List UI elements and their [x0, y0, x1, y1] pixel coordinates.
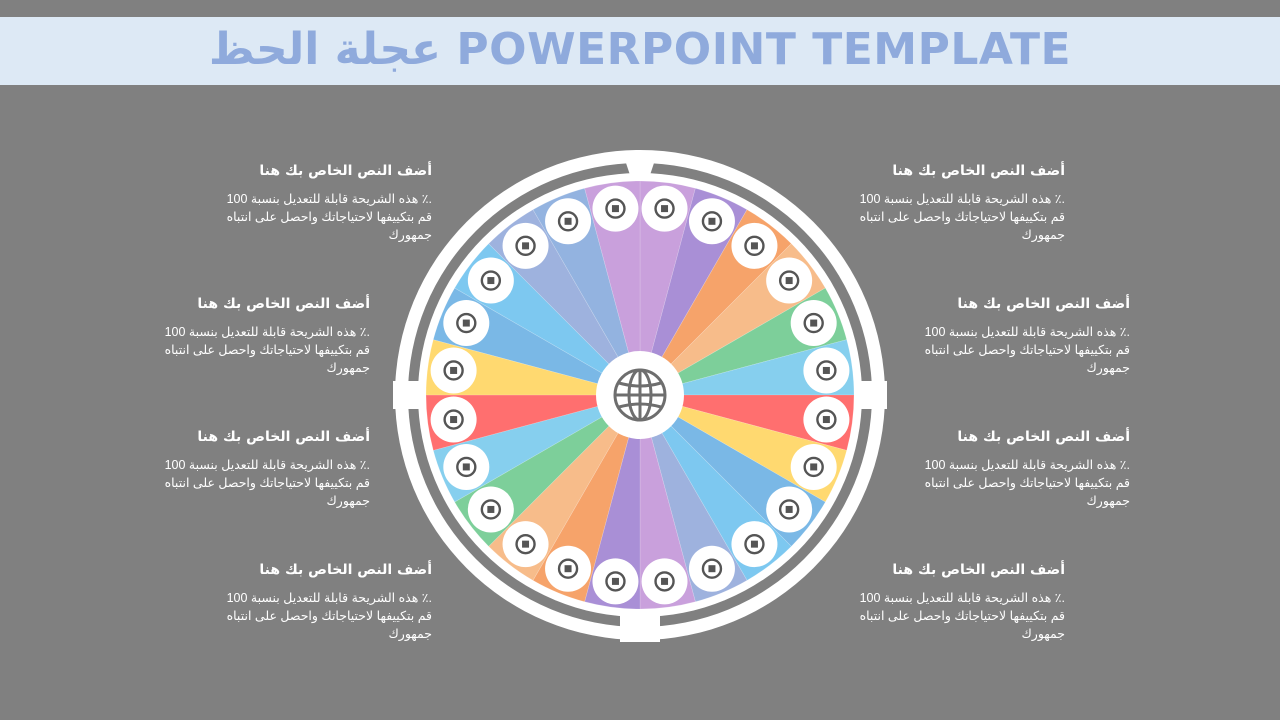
text-block-body: هذه الشريحة قابلة للتعديل بنسبة 100 ٪. قم بتكييفها لاحتياجاتك واحصل على انتباه جمهورك	[924, 458, 1130, 508]
hand-growth-icon	[731, 223, 777, 269]
text-block-heading: أضف النص الخاص بك هنا	[957, 296, 1130, 312]
ring-tab-right	[859, 381, 887, 409]
video-camera-icon	[689, 198, 735, 244]
printer-icon	[431, 347, 477, 393]
dollar-circle-icon	[766, 486, 812, 532]
ring-tab-bottom	[620, 614, 660, 642]
text-block-left-2	[155, 295, 370, 377]
text-block-body: هذه الشريحة قابلة للتعديل بنسبة 100 ٪. قم بتكييفها لاحتياجاتك واحصل على انتباه جمهورك	[226, 192, 432, 242]
text-block-heading: أضف النص الخاص بك هنا	[259, 163, 432, 179]
globe-icon	[615, 370, 665, 420]
text-block-heading: أضف النص الخاص بك هنا	[892, 562, 1065, 578]
money-cycle-icon	[545, 546, 591, 592]
umbrella-icon	[468, 486, 514, 532]
text-block-body: هذه الشريحة قابلة للتعديل بنسبة 100 ٪. قم بتكييفها لاحتياجاتك واحصل على انتباه جمهورك	[226, 591, 432, 641]
piggy-bank-icon	[803, 397, 849, 443]
laptop-icon	[443, 300, 489, 346]
alarm-clock-icon	[431, 397, 477, 443]
briefcase-icon	[443, 444, 489, 490]
phone-icon	[731, 521, 777, 567]
text-block-body: هذه الشريحة قابلة للتعديل بنسبة 100 ٪. قم بتكييفها لاحتياجاتك واحصل على انتباه جمهورك	[164, 458, 370, 508]
text-block-body: هذه الشريحة قابلة للتعديل بنسبة 100 ٪. قم بتكييفها لاحتياجاتك واحصل على انتباه جمهورك	[924, 325, 1130, 375]
text-block-left-1	[217, 162, 432, 244]
text-block-left-3	[155, 428, 370, 510]
text-block-heading: أضف النص الخاص بك هنا	[957, 429, 1130, 445]
text-block-right-4	[850, 561, 1065, 643]
wheel-hub	[596, 351, 684, 439]
camera-icon	[642, 186, 688, 232]
chart-growth-icon	[689, 546, 735, 592]
car-icon	[592, 186, 638, 232]
text-block-right-3	[915, 428, 1130, 510]
monitor-icon	[468, 258, 514, 304]
text-block-body: هذه الشريحة قابلة للتعديل بنسبة 100 ٪. قم بتكييفها لاحتياجاتك واحصل على انتباه جمهورك	[164, 325, 370, 375]
ring-tab-left	[393, 381, 421, 409]
fortune-wheel	[390, 148, 890, 648]
handshake-icon	[642, 558, 688, 604]
text-block-heading: أضف النص الخاص بك هنا	[259, 562, 432, 578]
text-block-right-2	[915, 295, 1130, 377]
hand-coin-icon	[592, 558, 638, 604]
trophy-icon	[545, 198, 591, 244]
text-block-left-4	[217, 561, 432, 643]
graduation-cap-icon	[766, 258, 812, 304]
slide-title: عجلة الحظ POWERPOINT TEMPLATE	[208, 24, 1072, 75]
medal-icon	[503, 223, 549, 269]
text-block-heading: أضف النص الخاص بك هنا	[197, 429, 370, 445]
text-block-body: هذه الشريحة قابلة للتعديل بنسبة 100 ٪. قم بتكييفها لاحتياجاتك واحصل على انتباه جمهورك	[859, 591, 1065, 641]
coffee-cup-icon	[803, 347, 849, 393]
text-block-right-1	[850, 162, 1065, 244]
text-block-heading: أضف النص الخاص بك هنا	[197, 296, 370, 312]
money-bag-icon	[791, 444, 837, 490]
text-block-body: هذه الشريحة قابلة للتعديل بنسبة 100 ٪. قم بتكييفها لاحتياجاتك واحصل على انتباه جمهورك	[859, 192, 1065, 242]
text-block-heading: أضف النص الخاص بك هنا	[892, 163, 1065, 179]
house-icon	[503, 521, 549, 567]
coins-icon	[791, 300, 837, 346]
